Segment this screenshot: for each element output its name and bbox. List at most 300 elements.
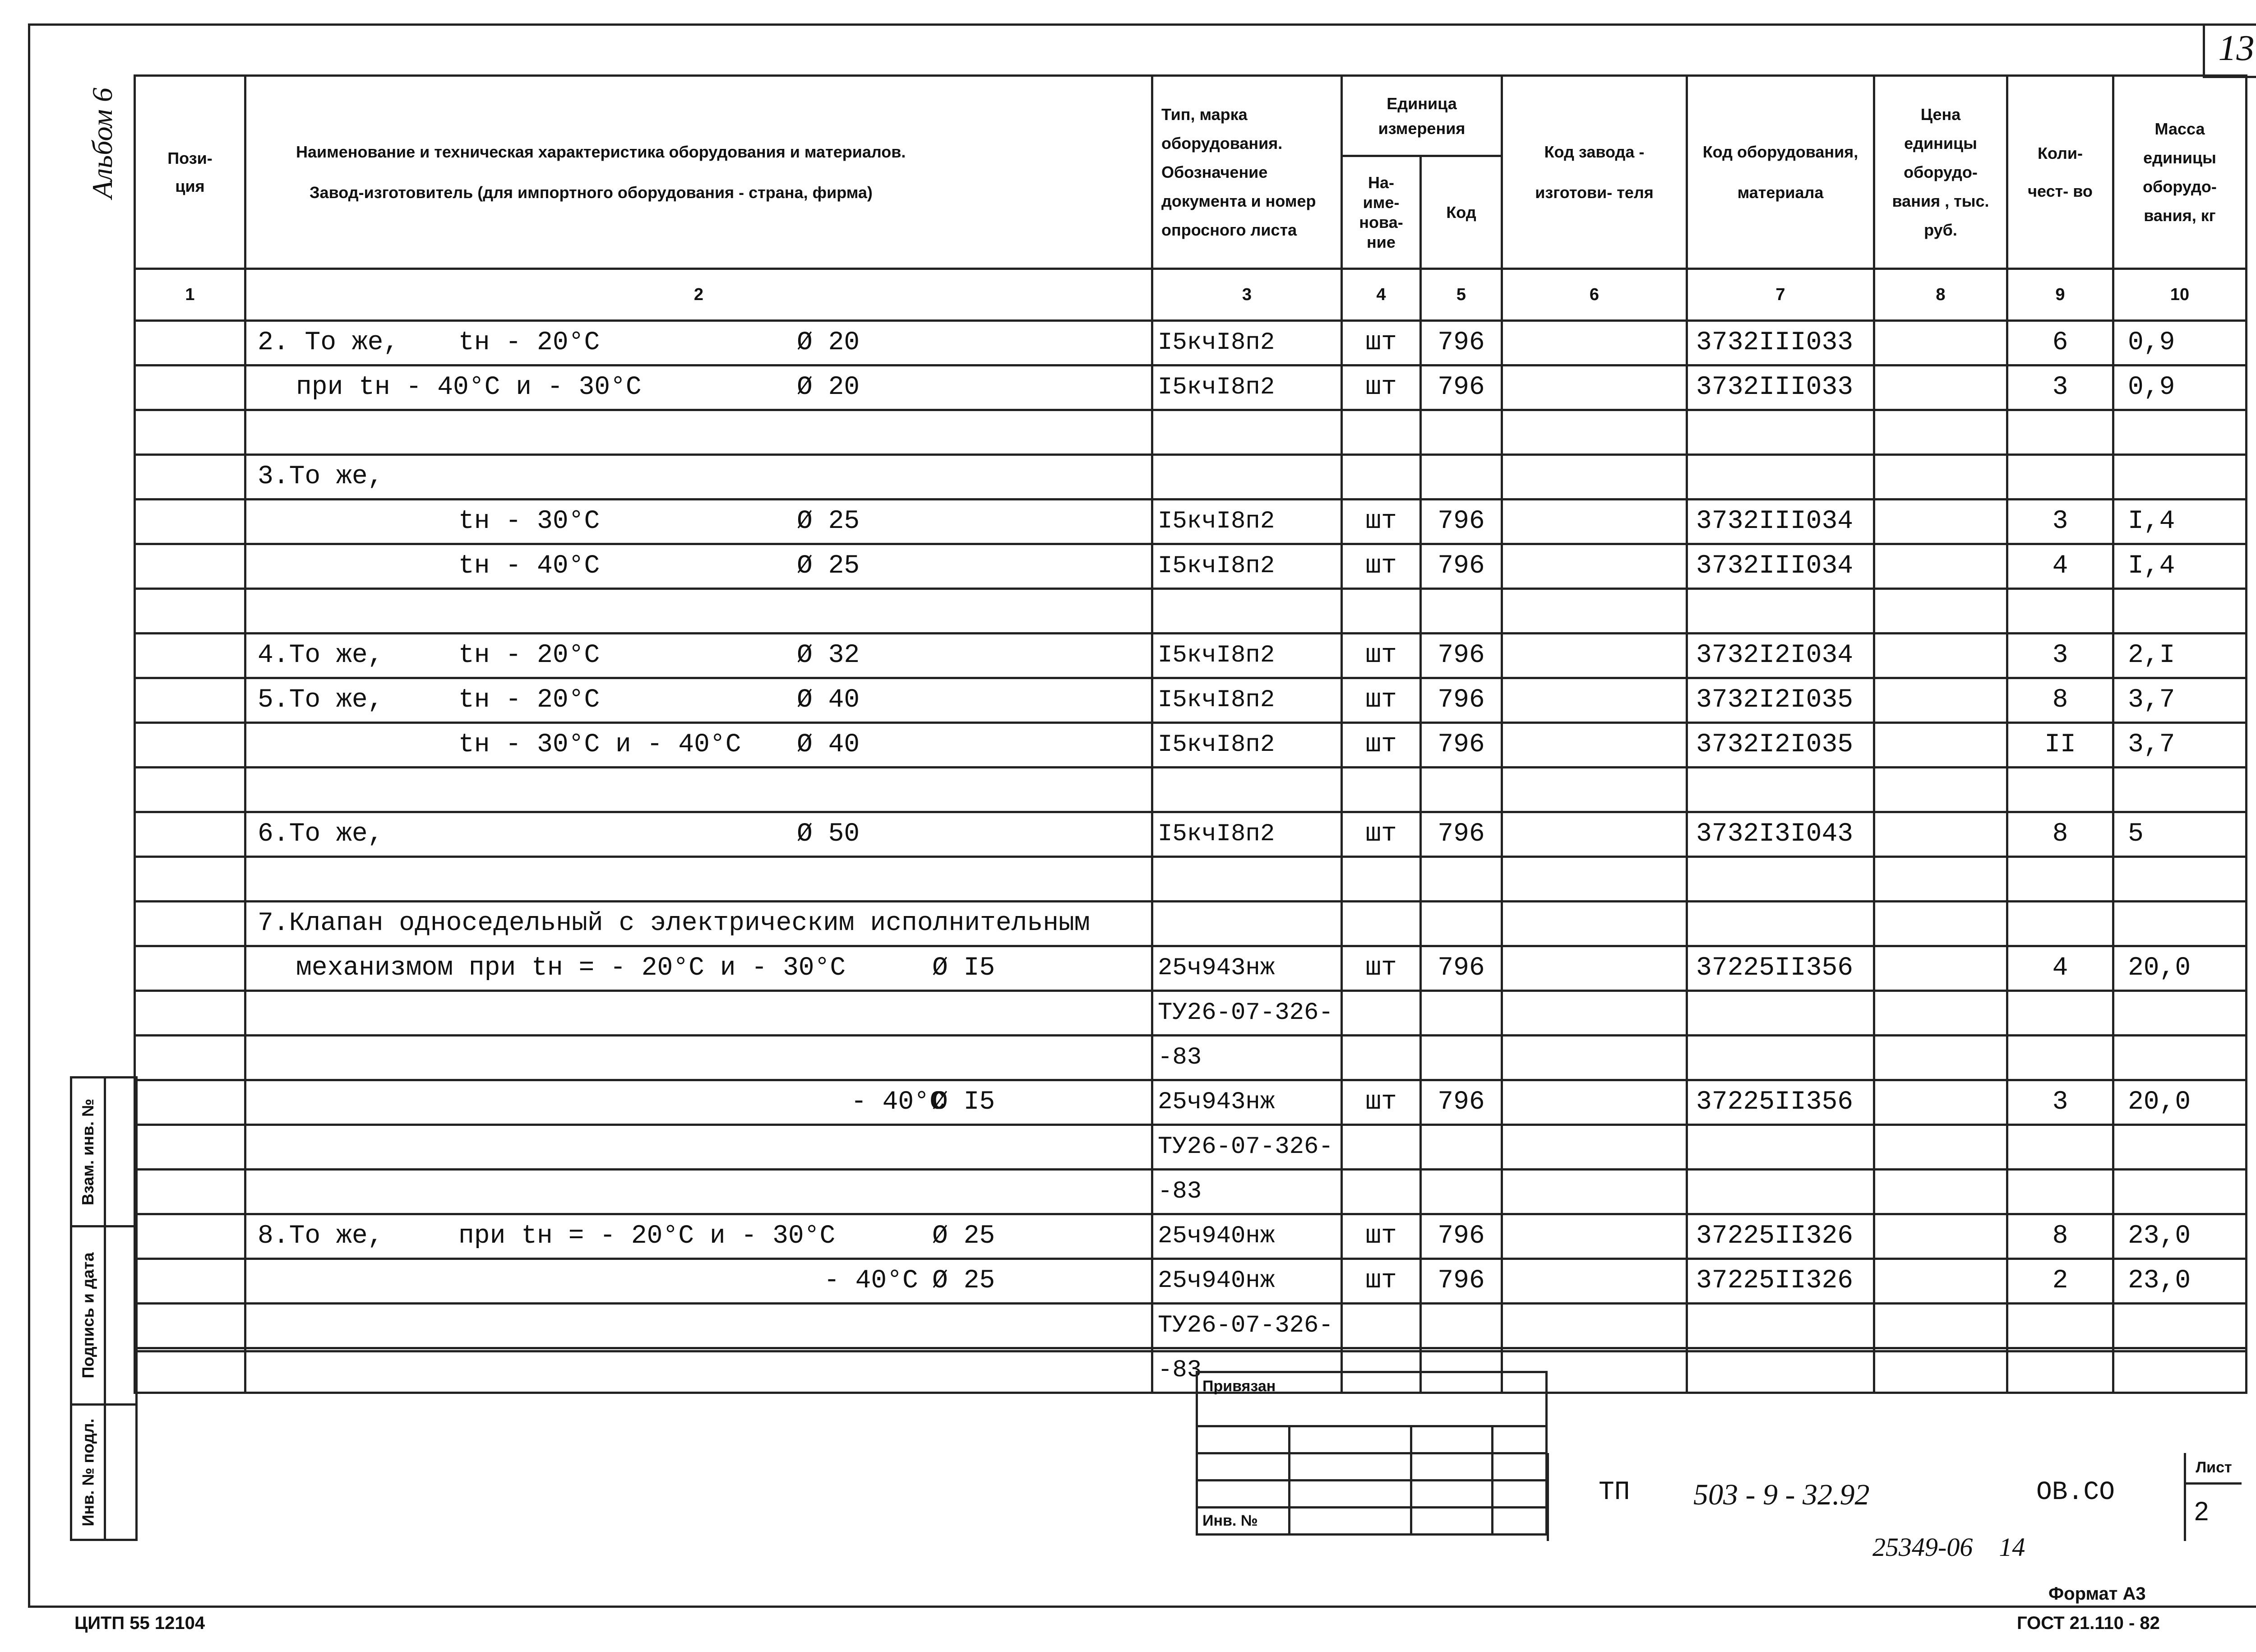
cell-equipment-code (1687, 991, 1874, 1036)
cell-price (1874, 544, 2007, 589)
cell-name (245, 723, 1152, 768)
cell-position (135, 410, 245, 455)
cell-equipment-code (1687, 455, 1874, 500)
cell-factory-code (1502, 634, 1687, 678)
cell-factory-code (1502, 1304, 1687, 1348)
cell-mass (2113, 1170, 2247, 1214)
table-row (135, 589, 2247, 634)
stamp-cell (1197, 1481, 1290, 1508)
cell-price (1874, 634, 2007, 678)
cell-name (245, 1170, 1152, 1214)
cell-unit-name: шт (1342, 812, 1421, 857)
diameter-text: Ø 40 (797, 730, 860, 759)
cell-price (1874, 723, 2007, 768)
sidebar-inv-label: Инв. № подл. (79, 1418, 97, 1526)
cell-price (1874, 500, 2007, 544)
cell-type: 25ч943нж (1152, 946, 1342, 991)
cell-price (1874, 857, 2007, 902)
cell-unit-code: 796 (1421, 634, 1502, 678)
cell-equipment-code: 37225II326 (1687, 1214, 1874, 1259)
header-quantity: Коли- чест- во (2007, 76, 2113, 269)
cell-position (135, 1214, 245, 1259)
cell-unit-name (1342, 1170, 1421, 1214)
cell-unit-name: шт (1342, 1080, 1421, 1125)
cell-factory-code (1502, 857, 1687, 902)
cell-equipment-code (1687, 1348, 1874, 1393)
cell-quantity (2007, 768, 2113, 812)
cell-unit-name: шт (1342, 678, 1421, 723)
diameter-text: Ø 25 (797, 551, 860, 581)
cell-mass (2113, 1304, 2247, 1348)
cell-unit-code (1421, 1170, 1502, 1214)
cell-factory-code (1502, 812, 1687, 857)
cell-quantity: 3 (2007, 366, 2113, 410)
footer-format: Формат А3 (2048, 1584, 2146, 1604)
stamp-cell (1411, 1426, 1493, 1453)
cell-equipment-code (1687, 410, 1874, 455)
cell-price (1874, 1259, 2007, 1304)
table-row (135, 1259, 2247, 1304)
header-factory-code: Код завода - изготови- теля (1502, 76, 1687, 269)
cell-unit-name: шт (1342, 1214, 1421, 1259)
table-row (135, 857, 2247, 902)
cell-unit-name (1342, 589, 1421, 634)
stamp-cell (1493, 1453, 1547, 1481)
footer-gost: ГОСТ 21.110 - 82 (2017, 1613, 2160, 1633)
cell-position (135, 589, 245, 634)
col-num-7: 7 (1687, 269, 1874, 321)
cell-mass: 3,7 (2113, 723, 2247, 768)
table-row (135, 1348, 2247, 1393)
col-num-6: 6 (1502, 269, 1687, 321)
diameter-text: Ø 32 (797, 641, 860, 670)
cell-mass (2113, 768, 2247, 812)
header-type: Тип, марка оборудования. Обозначение документа и номер опросного листа (1152, 76, 1342, 269)
cell-unit-code (1421, 902, 1502, 946)
cell-equipment-code (1687, 902, 1874, 946)
cell-equipment-code (1687, 1304, 1874, 1348)
cell-equipment-code: 3732I3I043 (1687, 812, 1874, 857)
cell-position (135, 366, 245, 410)
header-name-line2: Завод-изготовитель (для импортного оборудования - страна, фирма) (310, 183, 873, 202)
cell-type: 25ч940нж (1152, 1259, 1342, 1304)
cell-quantity: 8 (2007, 678, 2113, 723)
stamp-privyazan: Привязан (1197, 1372, 1547, 1426)
header-name (245, 76, 1152, 269)
name-text: механизмом при tн = - 20°C и - 30°C (296, 953, 846, 983)
cell-factory-code (1502, 500, 1687, 544)
cell-mass: 23,0 (2113, 1214, 2247, 1259)
stamp-cell (1411, 1508, 1493, 1535)
cell-quantity (2007, 857, 2113, 902)
table-row (135, 1170, 2247, 1214)
stamp-cell (1290, 1508, 1411, 1535)
temperature-text: tн - 30°C (458, 507, 600, 536)
cell-name (245, 1125, 1152, 1170)
cell-position (135, 946, 245, 991)
cell-name (245, 946, 1152, 991)
cell-factory-code (1502, 991, 1687, 1036)
table-row (135, 321, 2247, 366)
cell-unit-code: 796 (1421, 366, 1502, 410)
specification-body (135, 321, 2247, 1393)
cell-quantity (2007, 1348, 2113, 1393)
cell-price (1874, 991, 2007, 1036)
cell-equipment-code: 3732III034 (1687, 544, 1874, 589)
cell-position (135, 723, 245, 768)
cell-factory-code (1502, 589, 1687, 634)
col-num-4: 4 (1342, 269, 1421, 321)
header-mass: Масса единицы оборудо- вания, кг (2113, 76, 2247, 269)
name-text: 2. То же, (258, 328, 399, 357)
cell-name (245, 1348, 1152, 1393)
cell-quantity: 2 (2007, 1259, 2113, 1304)
cell-quantity: 4 (2007, 946, 2113, 991)
cell-price (1874, 1214, 2007, 1259)
cell-equipment-code: 37225II326 (1687, 1259, 1874, 1304)
cell-type: ТУ26-07-326- (1152, 991, 1342, 1036)
cell-price (1874, 1080, 2007, 1125)
cell-price (1874, 455, 2007, 500)
table-row (135, 1214, 2247, 1259)
cell-name (245, 634, 1152, 678)
name-text: 3.То же, (258, 462, 384, 491)
cell-unit-code: 796 (1421, 723, 1502, 768)
cell-mass: 20,0 (2113, 1080, 2247, 1125)
cell-equipment-code: 3732III034 (1687, 500, 1874, 544)
cell-type: 25ч940нж (1152, 1214, 1342, 1259)
diameter-text: Ø 50 (797, 819, 860, 849)
cell-quantity: II (2007, 723, 2113, 768)
cell-position (135, 1259, 245, 1304)
cell-position (135, 1125, 245, 1170)
table-row (135, 1080, 2247, 1125)
header-unit-group: Единица измерения (1342, 76, 1502, 156)
cell-equipment-code: 3732I2I034 (1687, 634, 1874, 678)
temperature-text: tн - 40°C (458, 551, 600, 581)
cell-name (245, 589, 1152, 634)
cell-quantity (2007, 1170, 2113, 1214)
cell-factory-code (1502, 1080, 1687, 1125)
cell-price (1874, 902, 2007, 946)
cell-unit-name (1342, 455, 1421, 500)
sidebar-inv (70, 1403, 138, 1541)
header-price: Цена единицы оборудо- вания , тыс. руб. (1874, 76, 2007, 269)
cell-position (135, 991, 245, 1036)
cell-type: I5кчI8п2 (1152, 634, 1342, 678)
cell-position (135, 321, 245, 366)
table-row (135, 678, 2247, 723)
cell-price (1874, 678, 2007, 723)
cell-unit-name (1342, 1036, 1421, 1080)
cell-mass (2113, 902, 2247, 946)
stamp-cell (1411, 1481, 1493, 1508)
temperature-text: при tн = - 20°C и - 30°C (458, 1222, 836, 1251)
cell-factory-code (1502, 1036, 1687, 1080)
cell-price (1874, 366, 2007, 410)
cell-equipment-code (1687, 1170, 1874, 1214)
cell-quantity (2007, 991, 2113, 1036)
stamp-cell (1197, 1426, 1290, 1453)
cell-factory-code (1502, 946, 1687, 991)
cell-unit-name: шт (1342, 946, 1421, 991)
cell-quantity: 4 (2007, 544, 2113, 589)
col-num-5: 5 (1421, 269, 1502, 321)
table-row (135, 1125, 2247, 1170)
cell-position (135, 500, 245, 544)
cell-position (135, 455, 245, 500)
page-number-handwritten: 13 (2203, 23, 2256, 78)
cell-quantity (2007, 1125, 2113, 1170)
cell-name (245, 1214, 1152, 1259)
cell-mass: 0,9 (2113, 366, 2247, 410)
cell-type: ТУ26-07-326- (1152, 1125, 1342, 1170)
stamp-inv-no: Инв. № (1197, 1508, 1290, 1535)
temperature-text: tн - 30°C и - 40°C (458, 730, 741, 759)
header-name-line1: Наименование и техническая характеристика оборудования и материалов. (296, 142, 906, 161)
cell-equipment-code (1687, 768, 1874, 812)
table-row (135, 768, 2247, 812)
cell-unit-name (1342, 1125, 1421, 1170)
cell-name (245, 455, 1152, 500)
cell-type (1152, 589, 1342, 634)
header-equipment-code: Код оборудования, материала (1687, 76, 1874, 269)
table-row (135, 723, 2247, 768)
header-unit-name: На- име- нова- ние (1342, 156, 1421, 269)
cell-unit-code (1421, 857, 1502, 902)
cell-position (135, 1170, 245, 1214)
cell-type (1152, 410, 1342, 455)
table-row (135, 366, 2247, 410)
cell-factory-code (1502, 678, 1687, 723)
name-text: при tн - 40°C и - 30°C (296, 373, 642, 402)
cell-factory-code (1502, 1214, 1687, 1259)
cell-equipment-code: 3732III033 (1687, 321, 1874, 366)
name-text: 4.То же, (258, 641, 384, 670)
cell-position (135, 634, 245, 678)
cell-unit-name (1342, 410, 1421, 455)
cell-type (1152, 857, 1342, 902)
cell-unit-code: 796 (1421, 1080, 1502, 1125)
table-row (135, 902, 2247, 946)
cell-name (245, 366, 1152, 410)
cell-mass (2113, 455, 2247, 500)
cell-name (245, 857, 1152, 902)
title-block (1547, 1453, 2242, 1541)
cell-unit-name (1342, 991, 1421, 1036)
temperature-text: tн - 20°C (458, 685, 600, 715)
cell-unit-code (1421, 1304, 1502, 1348)
cell-unit-code (1421, 1125, 1502, 1170)
table-row (135, 634, 2247, 678)
specification-table (134, 74, 2247, 1394)
cell-price (1874, 1170, 2007, 1214)
cell-unit-code: 796 (1421, 500, 1502, 544)
cell-quantity: 3 (2007, 500, 2113, 544)
cell-position (135, 812, 245, 857)
diameter-text: Ø I5 (932, 1087, 995, 1117)
cell-unit-code: 796 (1421, 1214, 1502, 1259)
temperature-text: - 40°C (851, 1087, 945, 1117)
cell-name (245, 678, 1152, 723)
cell-unit-code (1421, 768, 1502, 812)
cell-unit-name: шт (1342, 500, 1421, 544)
sidebar-podpis (70, 1225, 138, 1406)
temperature-text: - 40°C (824, 1266, 918, 1296)
cell-position (135, 1080, 245, 1125)
cell-factory-code (1502, 768, 1687, 812)
cell-name (245, 1304, 1152, 1348)
cell-mass (2113, 1125, 2247, 1170)
album-label: Альбом 6 (86, 88, 118, 199)
stamp-cell (1411, 1453, 1493, 1481)
name-text: 8.То же, (258, 1222, 384, 1251)
table-row (135, 1036, 2247, 1080)
cell-equipment-code (1687, 857, 1874, 902)
stamp-cell (1290, 1453, 1411, 1481)
cell-position (135, 678, 245, 723)
cell-equipment-code (1687, 1036, 1874, 1080)
sheet-label: Лист (2186, 1453, 2242, 1485)
cell-unit-name (1342, 768, 1421, 812)
name-text: 7.Клапан односедельный с электрическим исполнительным (258, 909, 1090, 938)
table-row (135, 500, 2247, 544)
cell-factory-code (1502, 410, 1687, 455)
cell-mass (2113, 1348, 2247, 1393)
cell-factory-code (1502, 1170, 1687, 1214)
cell-quantity: 6 (2007, 321, 2113, 366)
header-position: Пози- ция (135, 76, 245, 269)
cell-unit-code (1421, 455, 1502, 500)
cell-position (135, 857, 245, 902)
cell-factory-code (1502, 321, 1687, 366)
cell-name (245, 500, 1152, 544)
cell-equipment-code: 3732I2I035 (1687, 678, 1874, 723)
cell-name (245, 1036, 1152, 1080)
stamp-cell (1197, 1453, 1290, 1481)
cell-mass (2113, 410, 2247, 455)
cell-mass: 20,0 (2113, 946, 2247, 991)
cell-unit-code: 796 (1421, 678, 1502, 723)
diameter-text: Ø 20 (797, 328, 860, 357)
cell-equipment-code: 3732I2I035 (1687, 723, 1874, 768)
cell-quantity: 8 (2007, 812, 2113, 857)
footer-citp: ЦИТП 55 12104 (74, 1613, 205, 1633)
stamp-cell (1290, 1481, 1411, 1508)
diameter-text: Ø 20 (797, 373, 860, 402)
cell-unit-code (1421, 1036, 1502, 1080)
cell-quantity (2007, 589, 2113, 634)
table-row (135, 544, 2247, 589)
cell-price (1874, 321, 2007, 366)
cell-unit-name: шт (1342, 634, 1421, 678)
cell-mass: 5 (2113, 812, 2247, 857)
cell-price (1874, 1125, 2007, 1170)
cell-name (245, 812, 1152, 857)
cell-quantity (2007, 410, 2113, 455)
cell-price (1874, 812, 2007, 857)
cell-type: I5кчI8п2 (1152, 500, 1342, 544)
cell-factory-code (1502, 1125, 1687, 1170)
cell-unit-name: шт (1342, 544, 1421, 589)
cell-mass (2113, 589, 2247, 634)
cell-unit-name: шт (1342, 1259, 1421, 1304)
cell-unit-name: шт (1342, 321, 1421, 366)
cell-name (245, 902, 1152, 946)
cell-unit-code: 796 (1421, 946, 1502, 991)
cell-equipment-code: 37225II356 (1687, 946, 1874, 991)
cell-type: 25ч943нж (1152, 1080, 1342, 1125)
temperature-text: tн - 20°C (458, 328, 600, 357)
cell-quantity (2007, 902, 2113, 946)
cell-type (1152, 902, 1342, 946)
stamp-cell (1493, 1426, 1547, 1453)
cell-position (135, 1304, 245, 1348)
cell-position (135, 768, 245, 812)
cell-mass: 2,I (2113, 634, 2247, 678)
cell-mass: 3,7 (2113, 678, 2247, 723)
sidebar-podpis-label: Подпись и дата (79, 1252, 97, 1379)
cell-name (245, 1259, 1152, 1304)
cell-unit-code: 796 (1421, 1259, 1502, 1304)
cell-type: I5кчI8п2 (1152, 366, 1342, 410)
cell-factory-code (1502, 723, 1687, 768)
cell-price (1874, 589, 2007, 634)
sidebar-vzam (70, 1076, 138, 1227)
cell-unit-name: шт (1342, 366, 1421, 410)
cell-type: -83 (1152, 1036, 1342, 1080)
name-text: 6.То же, (258, 819, 384, 849)
cell-mass (2113, 1036, 2247, 1080)
sheet-cell (2184, 1453, 2242, 1541)
cell-quantity (2007, 455, 2113, 500)
cell-factory-code (1502, 1259, 1687, 1304)
cell-mass: I,4 (2113, 500, 2247, 544)
cell-quantity: 3 (2007, 634, 2113, 678)
cell-unit-code: 796 (1421, 321, 1502, 366)
sheet-value: 2 (2194, 1497, 2209, 1526)
cell-type: I5кчI8п2 (1152, 321, 1342, 366)
cell-mass (2113, 991, 2247, 1036)
cell-price (1874, 1348, 2007, 1393)
temperature-text: tн - 20°C (458, 641, 600, 670)
col-num-9: 9 (2007, 269, 2113, 321)
header-number-row (135, 269, 2247, 321)
cell-unit-name (1342, 902, 1421, 946)
col-num-2: 2 (245, 269, 1152, 321)
cell-unit-code: 796 (1421, 544, 1502, 589)
cell-type: ТУ26-07-326- (1152, 1304, 1342, 1348)
header-row (135, 76, 2247, 156)
cell-type (1152, 768, 1342, 812)
title-tp: ТП (1599, 1478, 1630, 1507)
cell-name (245, 544, 1152, 589)
cell-quantity (2007, 1304, 2113, 1348)
cell-name (245, 321, 1152, 366)
cell-factory-code (1502, 455, 1687, 500)
diameter-text: Ø 40 (797, 685, 860, 715)
table-row (135, 991, 2247, 1036)
cell-type (1152, 455, 1342, 500)
table-row (135, 946, 2247, 991)
cell-quantity (2007, 1036, 2113, 1080)
table-row (135, 455, 2247, 500)
col-num-3: 3 (1152, 269, 1342, 321)
header-unit-code: Код (1421, 156, 1502, 269)
cell-quantity: 3 (2007, 1080, 2113, 1125)
cell-price (1874, 1036, 2007, 1080)
table-row (135, 410, 2247, 455)
